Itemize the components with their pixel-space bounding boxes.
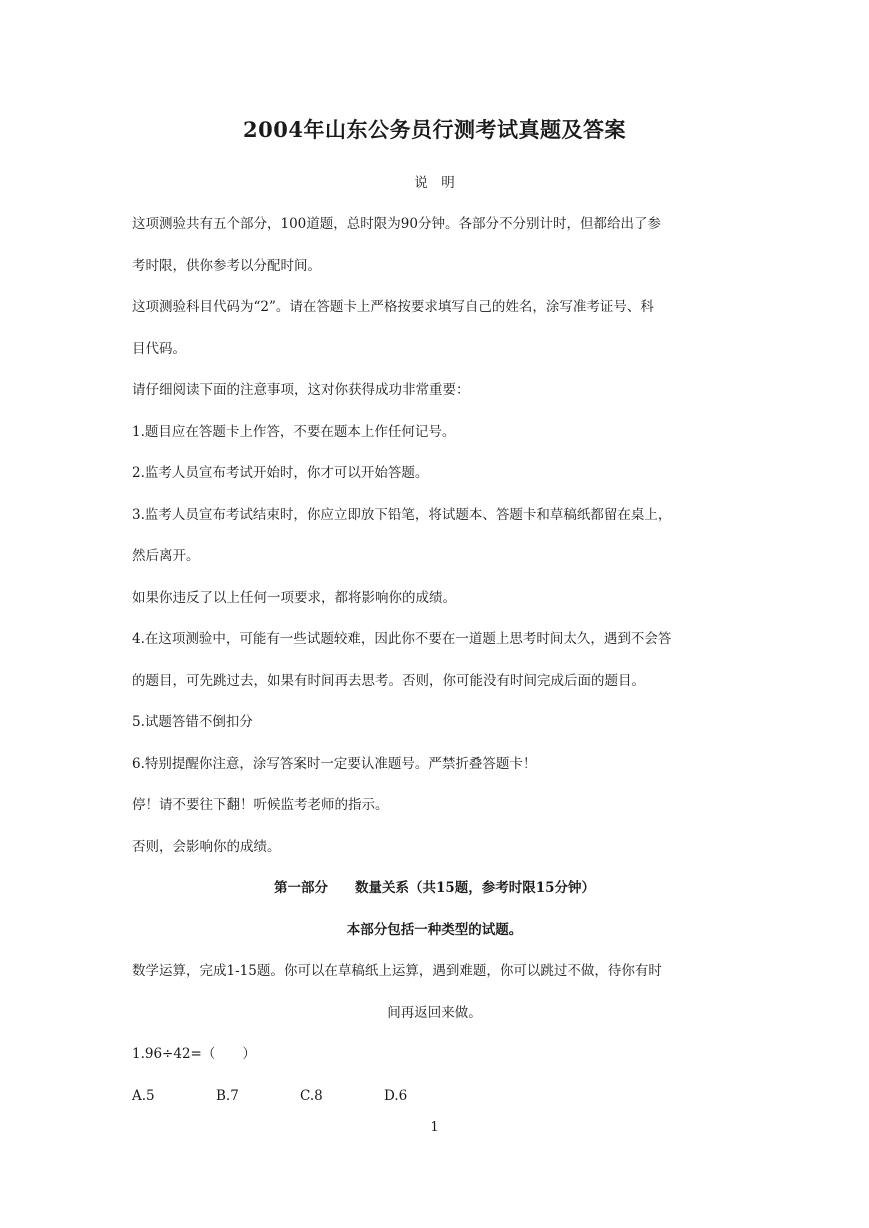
section-instruction: 数学运算，完成1-15题。你可以在草稿纸上运算，遇到难题，你可以跳过不做，待你有时 (132, 963, 662, 979)
rule-item: 然后离开。 (132, 548, 200, 564)
rule-item: 3.监考人员宣布考试结束时，你应立即放下铅笔，将试题本、答题卡和草稿纸都留在桌上， (132, 507, 672, 523)
paragraph-line: 停！请不要往下翻！听候监考老师的指示。 (132, 797, 389, 813)
paragraph-line: 这项测验科目代码为“2”。请在答题卡上严格按要求填写自己的姓名，涂写准考证号、科 (132, 299, 654, 315)
rule-item: 6.特别提醒你注意，涂写答案时一定要认准题号。严禁折叠答题卡！ (132, 756, 537, 772)
rule-item: 4.在这项测验中，可能有一些试题较难，因此你不要在一道题上思考时间太久，遇到不会答 (132, 631, 672, 647)
question-options (132, 1087, 742, 1105)
rule-item: 2.监考人员宣布考试开始时，你才可以开始答题。 (132, 465, 429, 481)
section-subheading: 本部分包括一种类型的试题。 (346, 922, 523, 938)
paragraph-line: 目代码。 (132, 341, 186, 357)
section-heading: 第一部分 数量关系（共15题，参考时限15分钟） (273, 880, 596, 896)
page-number: 1 (430, 1120, 439, 1135)
rule-item: 的题目，可先跳过去，如果有时间再去思考。否则，你可能没有时间完成后面的题目。 (132, 673, 645, 689)
paragraph-line: 请仔细阅读下面的注意事项，这对你获得成功非常重要： (132, 382, 470, 398)
paragraph-line: 否则，会影响你的成绩。 (132, 839, 281, 855)
paragraph-line: 如果你违反了以上任何一项要求，都将影响你的成绩。 (132, 590, 456, 606)
rule-item: 1.题目应在答题卡上作答，不要在题本上作任何记号。 (132, 424, 456, 440)
instructions-heading: 说 明 (414, 175, 455, 191)
option-c: C.8 (300, 1088, 323, 1104)
paragraph-line: 这项测验共有五个部分，100道题，总时限为90分钟。各部分不分别计时，但都给出了参 (132, 216, 661, 232)
option-d: D.6 (384, 1088, 408, 1104)
option-a: A.5 (132, 1088, 155, 1104)
rule-item: 5.试题答错不倒扣分 (132, 714, 253, 730)
section-instruction-continued: 间再返回来做。 (387, 1005, 482, 1021)
option-b: B.7 (216, 1088, 239, 1104)
paragraph-line: 考时限，供你参考以分配时间。 (132, 258, 321, 274)
question-stem: 1.96÷42=（ ） (132, 1046, 256, 1062)
document-title: 2004年山东公务员行测考试真题及答案 (243, 117, 626, 142)
